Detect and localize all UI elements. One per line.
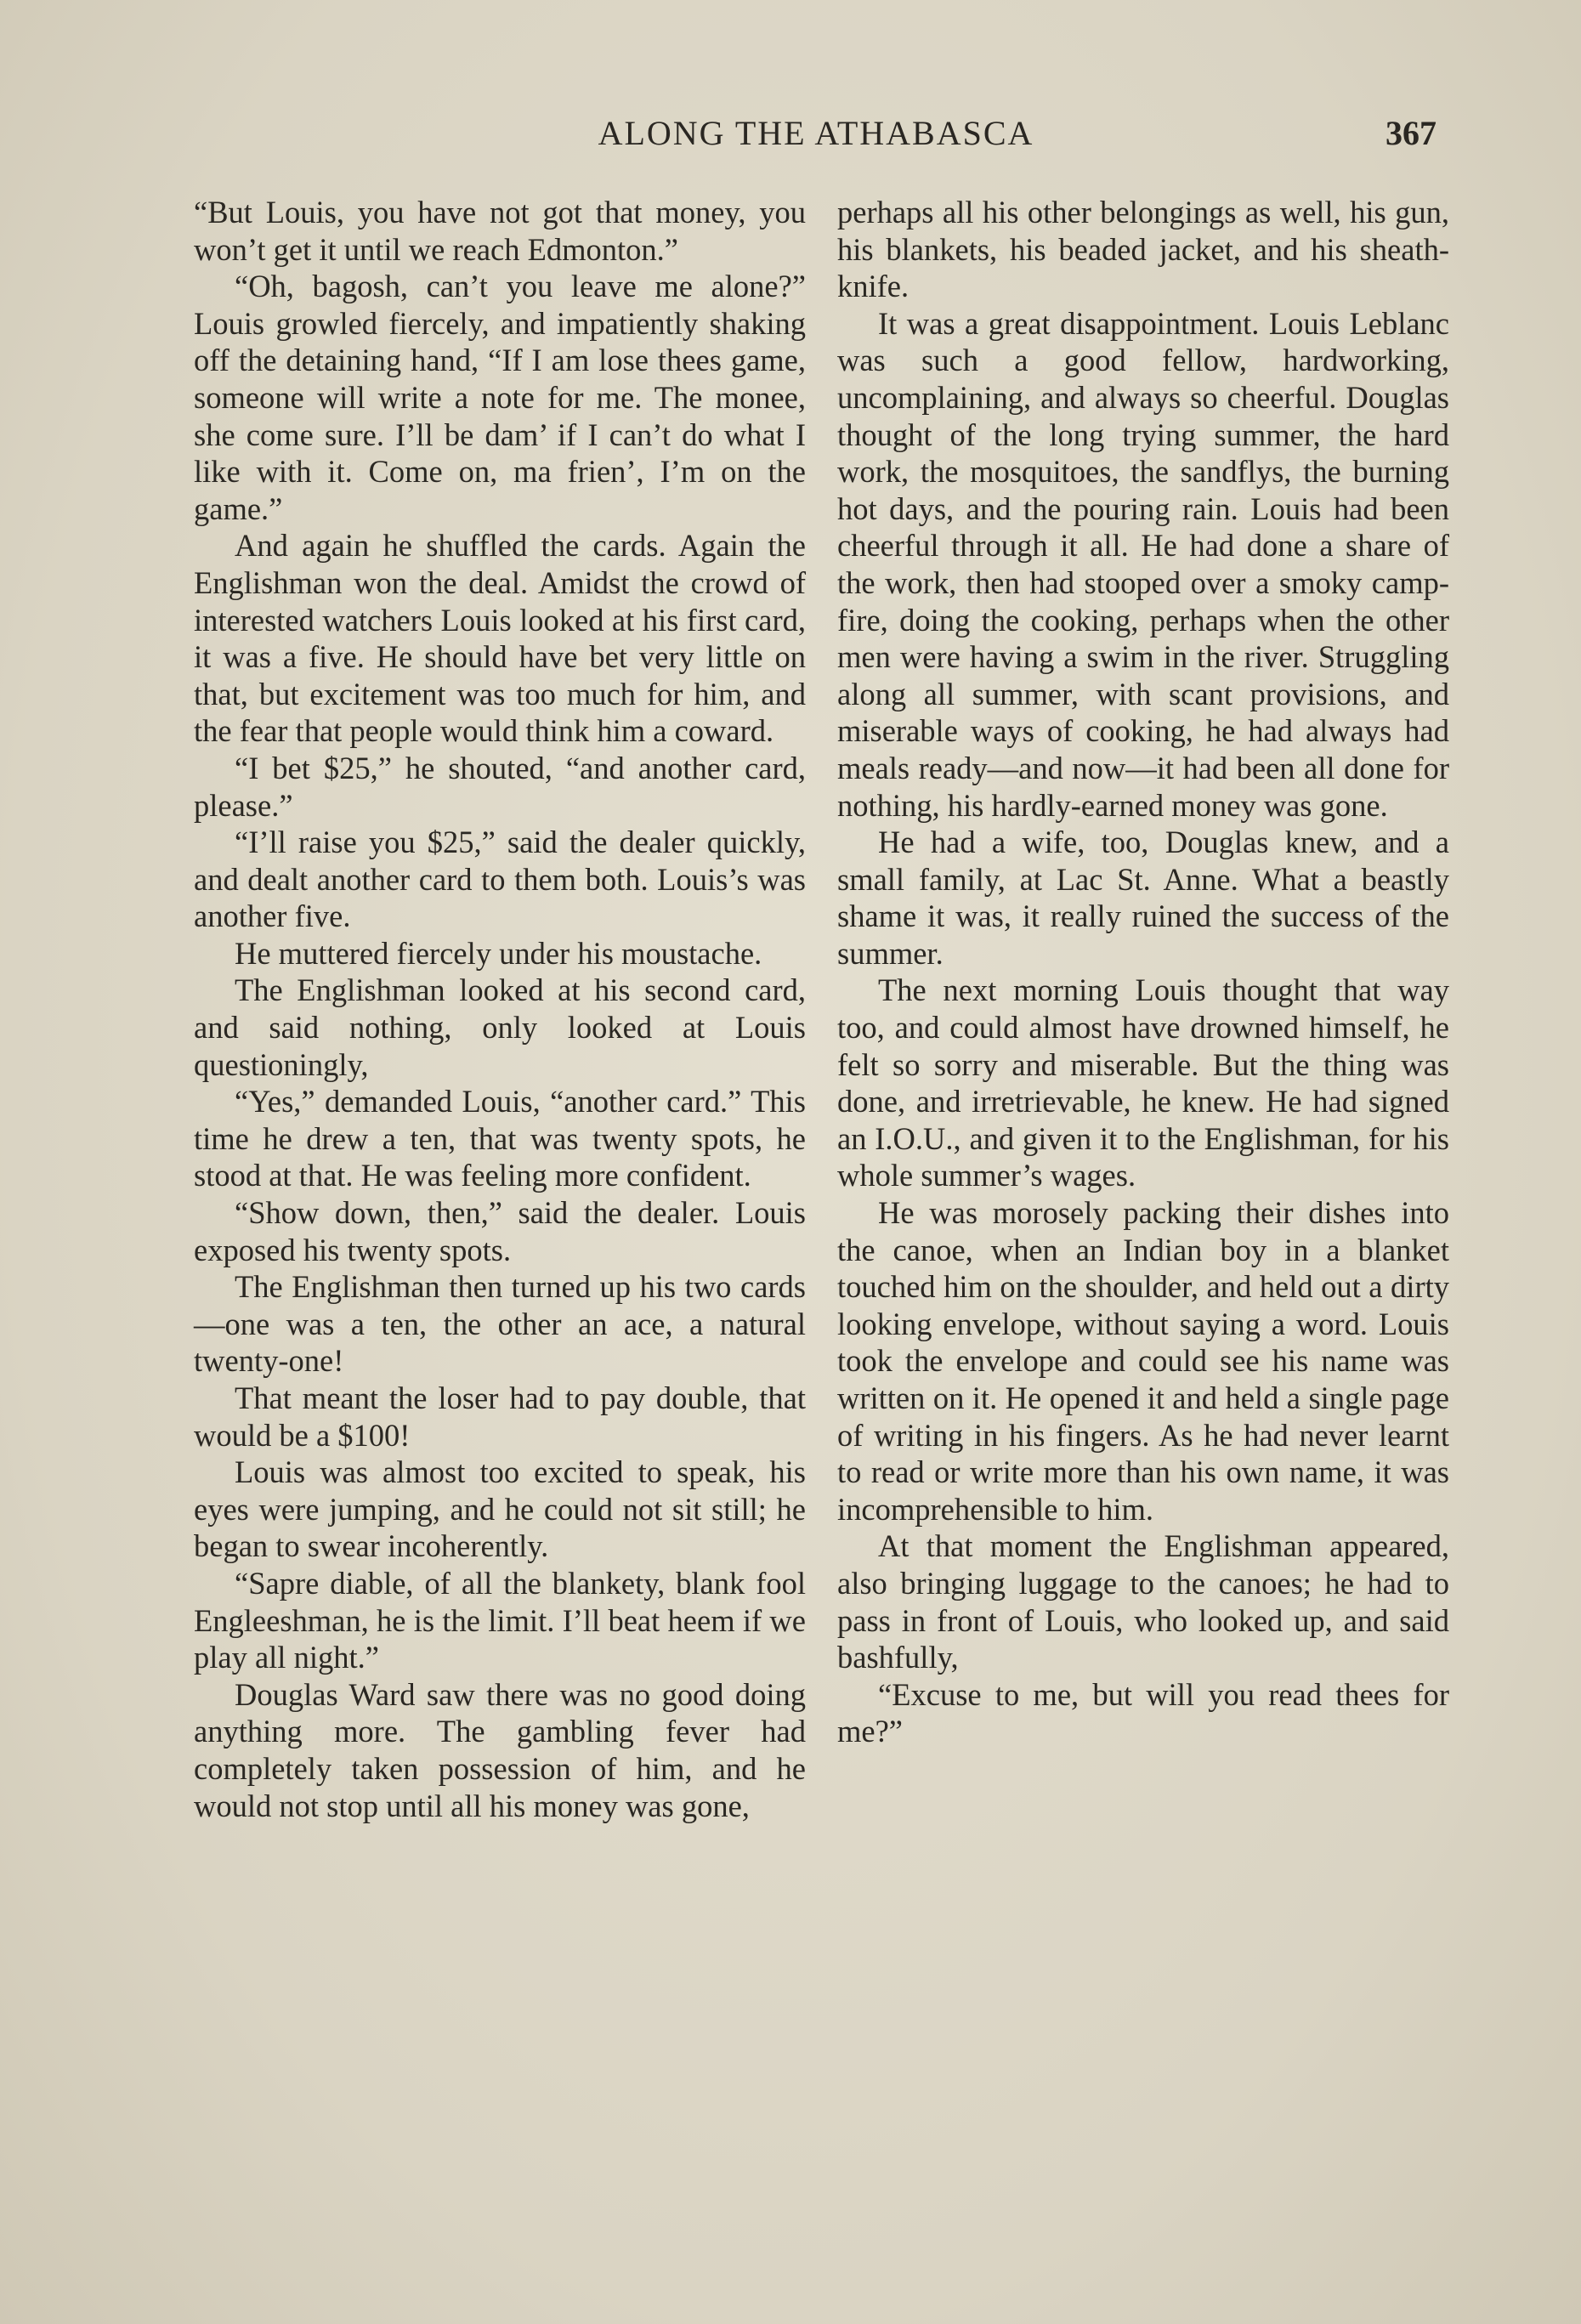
paragraph: The Englishman then turned up his two cards—one was a ten, the other an ace, a natural twenty-one! [194,1269,806,1379]
page-number: 367 [1386,114,1436,152]
paragraph: “I’ll raise you $25,” said the dealer quickly, and dealt another card to them both. Louis’s was another five. [194,825,806,934]
paragraph: “Sapre diable, of all the blankety, blank fool Engleeshman, he is the limit. I’ll beat heem if we play all night.” [194,1565,806,1675]
right-column [837,194,1449,1750]
running-title: ALONG THE ATHABASCA [598,114,1034,152]
paragraph: Louis was almost too excited to speak, his eyes were jumping, and he could not sit still; he began to swear incoherently. [194,1454,806,1564]
paragraph: It was a great disappointment. Louis Leblanc was such a good fellow, hardworking, uncomplaining, and always so cheerful. Douglas thought of the long trying summer, the hard work, the mosquitoes, the sandflys, the burning hot days, and the pouring rain. Louis had been cheerful through it all. He had done a share of the work, then had stooped over a smoky camp-fire, doing the cooking, perhaps when the other men were having a swim in the river. Struggling along all summer, with scant provisions, and miserable ways of cooking, he had always had meals ready—and now—it had been all done for nothing, his hardly-earned money was gone. [837,305,1449,823]
left-column [194,194,806,1824]
paragraph: The Englishman looked at his second card, and said nothing, only looked at Louis questioningly, [194,972,806,1082]
paragraph: perhaps all his other belongings as well, his gun, his blankets, his beaded jacket, and his sheath-knife. [837,195,1449,304]
paragraph: “Excuse to me, but will you read thees for me?” [837,1676,1449,1749]
running-head [196,109,1436,160]
paragraph: The next morning Louis thought that way too, and could almost have drowned himself, he felt so sorry and miserable. But the thing was done, and irretrievable, he knew. He had signed an I.O.U., and given it to the Englishman, for his whole summer’s wages. [837,972,1449,1193]
paragraph: “Oh, bagosh, can’t you leave me alone?” Louis growled fiercely, and impatiently shaking off the detaining hand, “If I am lose thees game, someone will write a note for me. The monee, she come sure. I’ll be dam’ if I can’t do what I like with it. Come on, ma frien’, I’m on the game.” [194,269,806,526]
paragraph: He had a wife, too, Douglas knew, and a small family, at Lac St. Anne. What a beastly shame it was, it really ruined the success of the summer. [837,825,1449,971]
paragraph: And again he shuffled the cards. Again the Englishman won the deal. Amidst the crowd of interested watchers Louis looked at his first card, it was a five. He should have bet very little on that, but excitement was too much for him, and the fear that people would think him a coward. [194,528,806,749]
paragraph: Douglas Ward saw there was no good doing anything more. The gambling fever had completely taken possession of him, and he would not stop until all his money was gone, [194,1676,806,1823]
paragraph: At that moment the Englishman appeared, also bringing luggage to the canoes; he had to pass in front of Louis, who looked up, and said bashfully, [837,1528,1449,1675]
paragraph: He muttered fiercely under his moustache. [235,935,762,971]
paragraph: “Show down, then,” said the dealer. Louis exposed his twenty spots. [194,1195,806,1267]
paragraph: “But Louis, you have not got that money, you won’t get it until we reach Edmonton.” [194,195,806,267]
paragraph: “I bet $25,” he shouted, “and another card, please.” [194,750,806,823]
paragraph: He was morosely packing their dishes into the canoe, when an Indian boy in a blanket touched him on the shoulder, and held out a dirty looking envelope, without saying a word. Louis took the envelope and could see his name was written on it. He opened it and held a single page of writing in his fingers. As he had never learnt to read or write more than his own name, it was incomprehensible to him. [837,1195,1449,1527]
paragraph: That meant the loser had to pay double, that would be a $100! [194,1380,806,1453]
paragraph: “Yes,” demanded Louis, “another card.” This time he drew a ten, that was twenty spots, he stood at that. He was feeling more confident. [194,1084,806,1193]
